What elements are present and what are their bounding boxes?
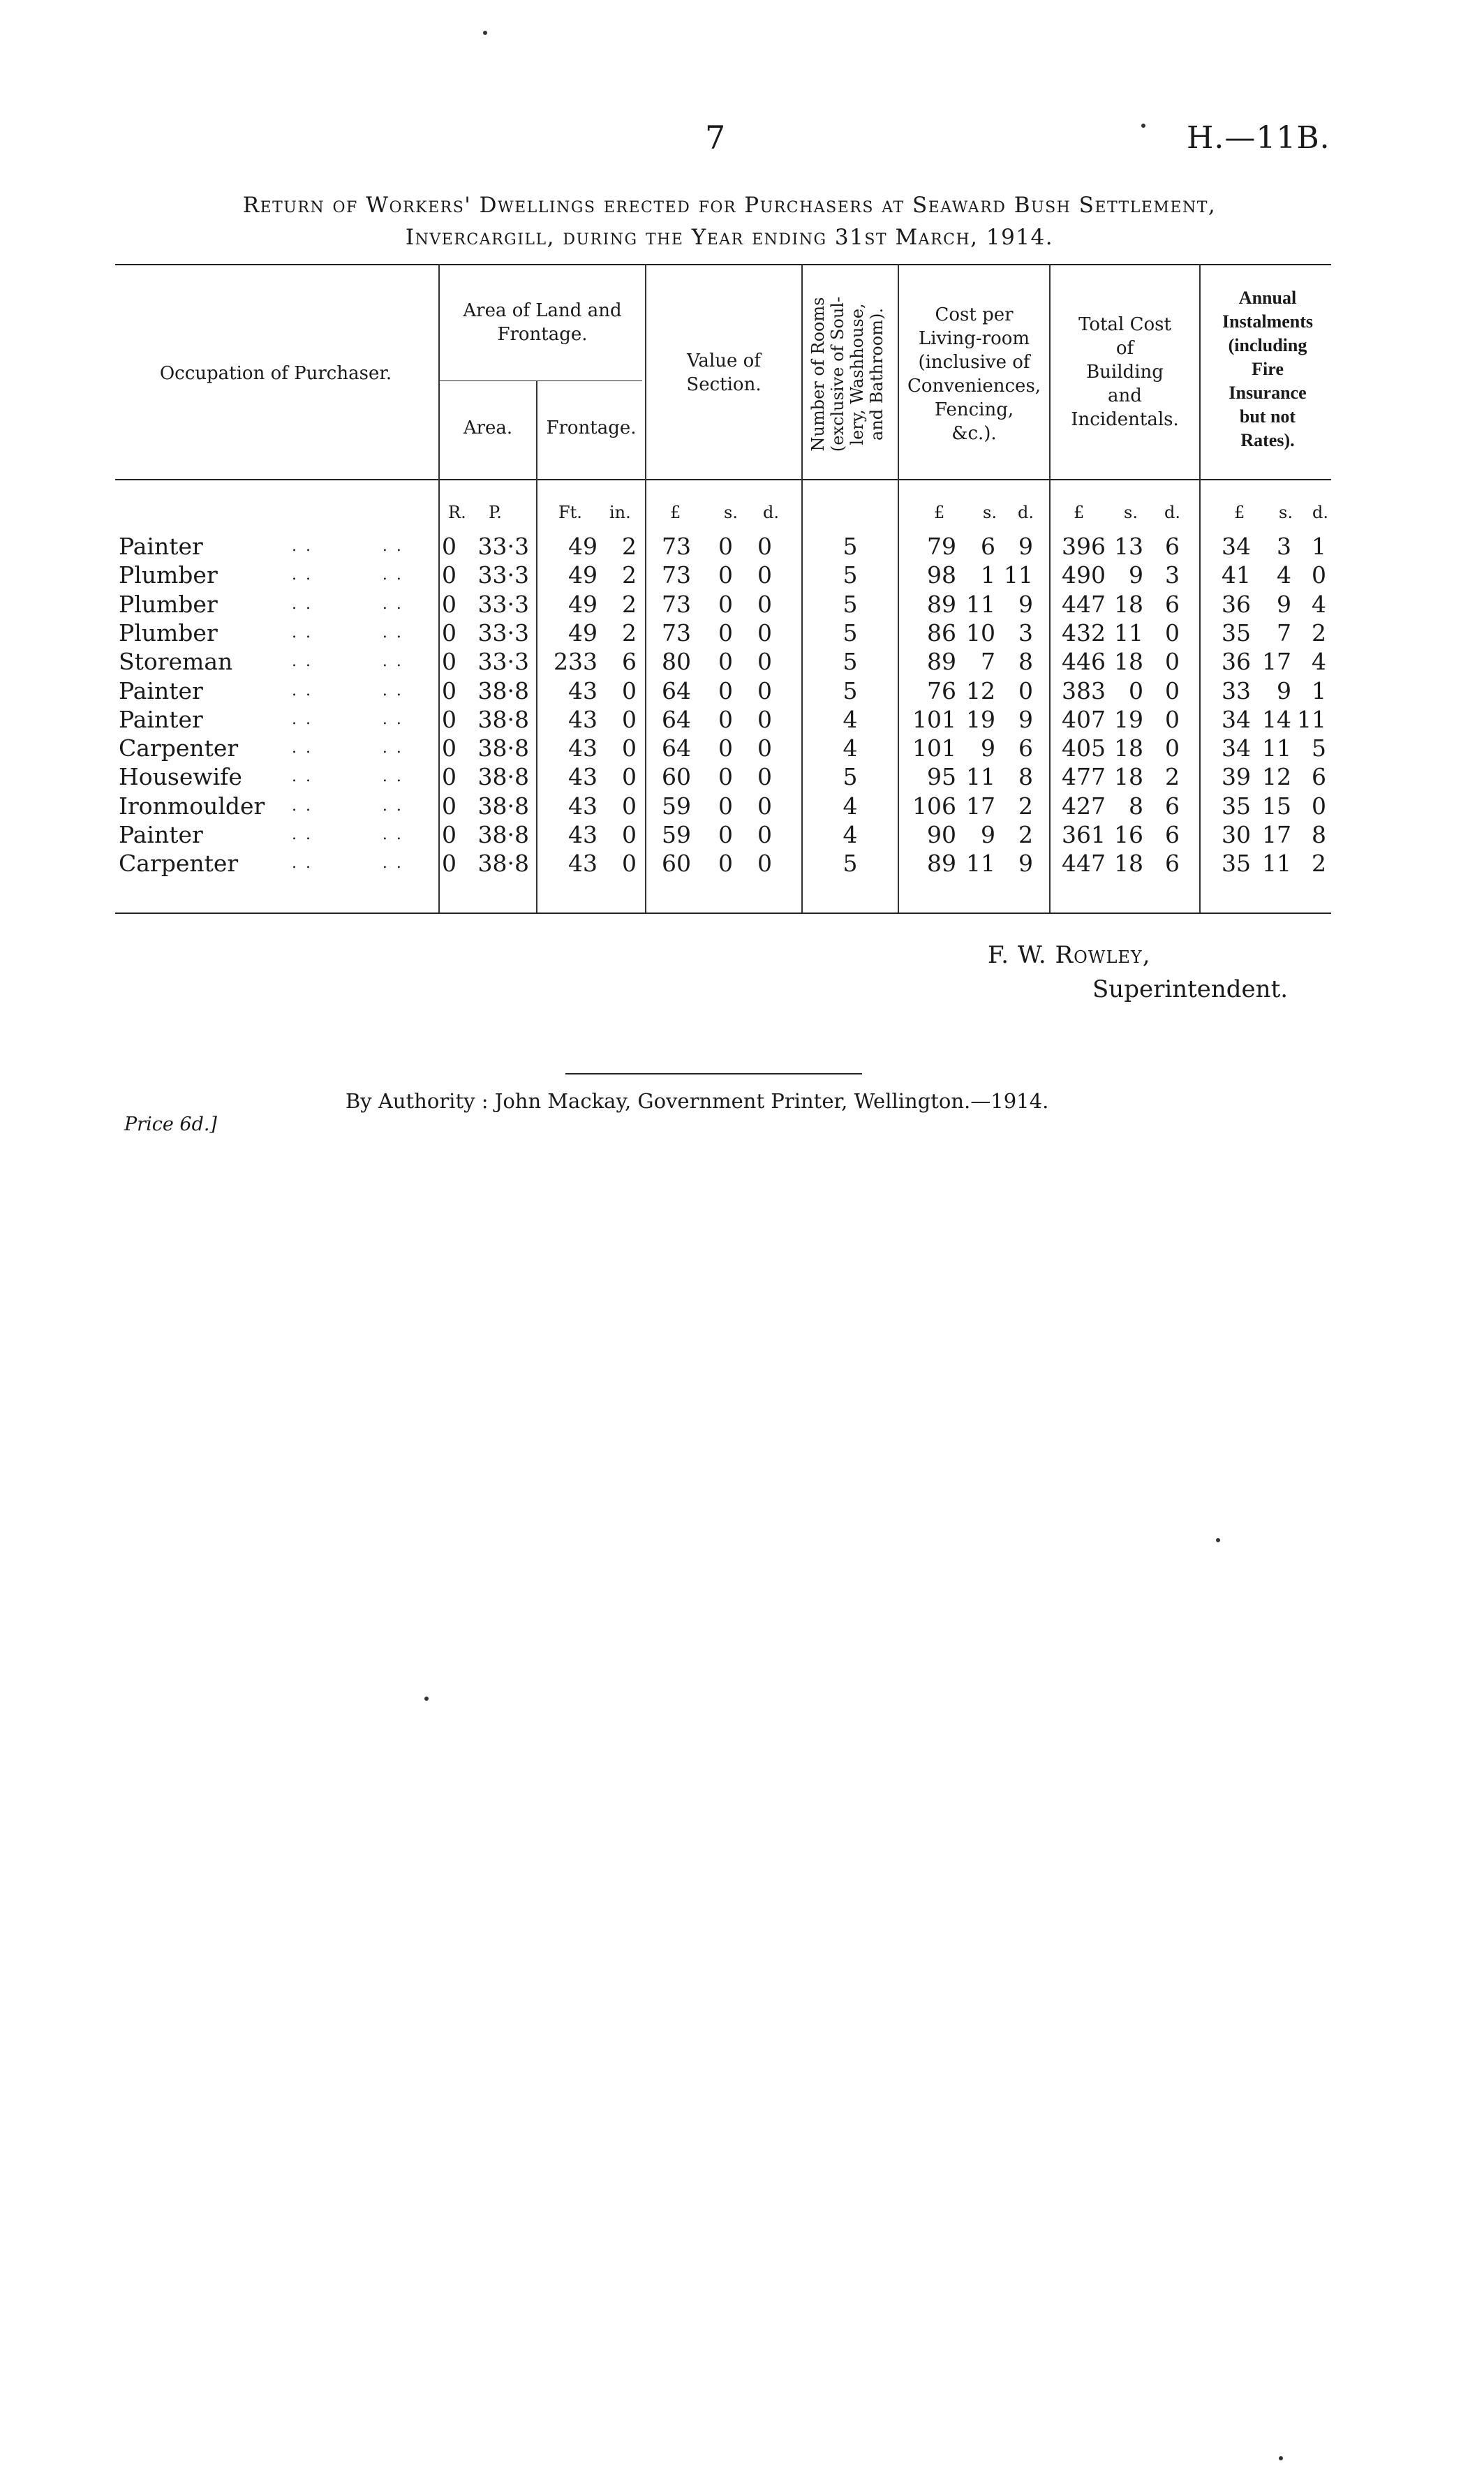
cell-area-r: 0 bbox=[442, 734, 457, 762]
cell-total-shillings: 13 bbox=[1114, 533, 1143, 560]
cell-rooms: 5 bbox=[843, 763, 858, 791]
cell-total-pounds: 490 bbox=[1062, 561, 1106, 589]
cell-instalment-shillings: 9 bbox=[1277, 677, 1291, 704]
cell-instalment-shillings: 17 bbox=[1262, 648, 1291, 676]
cell-instalment-pounds: 33 bbox=[1222, 677, 1251, 704]
cell-total-shillings: 18 bbox=[1114, 648, 1143, 676]
cell-total-shillings: 16 bbox=[1114, 821, 1143, 848]
cell-total-pounds: 446 bbox=[1062, 648, 1106, 676]
cell-value-pounds: 64 bbox=[662, 677, 691, 704]
cell-total-shillings: 0 bbox=[1129, 677, 1143, 704]
cell-value-pence: 0 bbox=[757, 734, 772, 762]
unit-s: s. bbox=[1279, 503, 1293, 522]
cell-rooms: 4 bbox=[843, 821, 858, 848]
cell-occupation: Plumber bbox=[119, 561, 218, 589]
cell-value-pounds: 59 bbox=[662, 821, 691, 848]
cell-total-pounds: 427 bbox=[1062, 792, 1106, 820]
unit-r: R. bbox=[448, 503, 466, 522]
cell-cost-pence: 8 bbox=[1018, 648, 1033, 676]
cell-frontage-ft: 43 bbox=[568, 677, 598, 704]
cell-cost-pence: 9 bbox=[1018, 590, 1033, 618]
cell-frontage-ft: 43 bbox=[568, 821, 598, 848]
page-number: 7 bbox=[705, 119, 726, 156]
cell-cost-shillings: 10 bbox=[966, 619, 995, 647]
cell-instalment-pence: 5 bbox=[1312, 734, 1326, 762]
cell-total-pounds: 383 bbox=[1062, 677, 1106, 704]
cell-area-p: 38·8 bbox=[477, 705, 529, 733]
cell-value-pence: 0 bbox=[757, 648, 772, 676]
cell-instalment-shillings: 14 bbox=[1262, 705, 1291, 733]
leader-dots: . . . . bbox=[292, 797, 403, 815]
cell-frontage-in: 0 bbox=[622, 850, 637, 878]
unit-d: d. bbox=[1164, 503, 1180, 522]
cell-instalment-shillings: 12 bbox=[1262, 763, 1291, 791]
cell-total-pounds: 447 bbox=[1062, 590, 1106, 618]
cell-frontage-ft: 49 bbox=[568, 533, 598, 560]
cell-total-shillings: 18 bbox=[1114, 850, 1143, 878]
cell-value-shillings: 0 bbox=[718, 705, 733, 733]
cell-total-pounds: 396 bbox=[1062, 533, 1106, 560]
cell-rooms: 5 bbox=[843, 619, 858, 647]
cell-instalment-pounds: 35 bbox=[1222, 850, 1251, 878]
unit-p: P. bbox=[489, 503, 502, 522]
cell-area-p: 38·8 bbox=[477, 763, 529, 791]
col-divider bbox=[536, 381, 537, 913]
cell-cost-shillings: 6 bbox=[981, 533, 995, 560]
cell-value-pence: 0 bbox=[757, 677, 772, 704]
cell-cost-shillings: 19 bbox=[966, 705, 995, 733]
header-area: Area. bbox=[463, 418, 513, 438]
leader-dots: . . . . bbox=[292, 595, 403, 613]
cell-value-pence: 0 bbox=[757, 792, 772, 820]
cell-frontage-ft: 43 bbox=[568, 734, 598, 762]
cell-value-shillings: 0 bbox=[718, 734, 733, 762]
cell-value-shillings: 0 bbox=[718, 619, 733, 647]
cell-frontage-in: 2 bbox=[622, 590, 637, 618]
cell-instalment-pounds: 39 bbox=[1222, 763, 1251, 791]
leader-dots: . . . . bbox=[292, 855, 403, 873]
cell-area-p: 33·3 bbox=[477, 561, 529, 589]
cell-value-shillings: 0 bbox=[718, 792, 733, 820]
cell-frontage-in: 2 bbox=[622, 619, 637, 647]
footer-rule bbox=[565, 1073, 862, 1074]
cell-instalment-pounds: 34 bbox=[1222, 533, 1251, 560]
cell-frontage-ft: 43 bbox=[568, 763, 598, 791]
cell-area-p: 38·8 bbox=[477, 677, 529, 704]
cell-value-pounds: 80 bbox=[662, 648, 691, 676]
cell-occupation: Storeman bbox=[119, 648, 233, 676]
cell-value-shillings: 0 bbox=[718, 648, 733, 676]
leader-dots: . . . . bbox=[292, 768, 403, 786]
cell-total-pounds: 477 bbox=[1062, 763, 1106, 791]
cell-value-pence: 0 bbox=[757, 533, 772, 560]
cell-cost-pounds: 90 bbox=[927, 821, 956, 848]
cell-instalment-pounds: 35 bbox=[1222, 619, 1251, 647]
cell-area-p: 38·8 bbox=[477, 850, 529, 878]
cell-cost-pence: 3 bbox=[1018, 619, 1033, 647]
cell-frontage-in: 6 bbox=[622, 648, 637, 676]
cell-area-p: 38·8 bbox=[477, 734, 529, 762]
cell-frontage-ft: 43 bbox=[568, 792, 598, 820]
header-frontage: Frontage. bbox=[546, 418, 637, 438]
cell-value-pounds: 73 bbox=[662, 533, 691, 560]
leader-dots: . . . . bbox=[292, 623, 403, 642]
signatory-title: Superintendent. bbox=[1092, 975, 1289, 1003]
cell-area-p: 33·3 bbox=[477, 590, 529, 618]
speck bbox=[424, 1697, 429, 1701]
cell-area-r: 0 bbox=[442, 590, 457, 618]
cell-instalment-pence: 0 bbox=[1312, 561, 1326, 589]
cell-value-pence: 0 bbox=[757, 763, 772, 791]
signatory-name: F. W. Rowley, bbox=[988, 941, 1151, 969]
cell-frontage-ft: 43 bbox=[568, 705, 598, 733]
cell-total-shillings: 18 bbox=[1114, 734, 1143, 762]
speck bbox=[1141, 124, 1145, 128]
cell-area-r: 0 bbox=[442, 763, 457, 791]
cell-area-r: 0 bbox=[442, 619, 457, 647]
cell-rooms: 5 bbox=[843, 850, 858, 878]
cell-area-r: 0 bbox=[442, 792, 457, 820]
cell-cost-shillings: 11 bbox=[966, 763, 995, 791]
cell-cost-pounds: 79 bbox=[927, 533, 956, 560]
header-value: Value of Section. bbox=[686, 350, 762, 395]
printer-imprint: By Authority : John Mackay, Government Printer, Wellington.—1914. bbox=[346, 1089, 1049, 1113]
unit-pound: £ bbox=[1074, 503, 1085, 522]
cell-value-pence: 0 bbox=[757, 590, 772, 618]
unit-pound: £ bbox=[1234, 503, 1245, 522]
cell-instalment-pence: 4 bbox=[1312, 590, 1326, 618]
speck bbox=[1279, 2456, 1283, 2460]
cell-instalment-pence: 11 bbox=[1297, 705, 1326, 733]
leader-dots: . . . . bbox=[292, 681, 403, 700]
unit-d: d. bbox=[1018, 503, 1034, 522]
cell-value-pence: 0 bbox=[757, 619, 772, 647]
cell-value-pounds: 64 bbox=[662, 734, 691, 762]
cell-instalment-pounds: 36 bbox=[1222, 648, 1251, 676]
cell-instalment-pence: 6 bbox=[1312, 763, 1326, 791]
cell-frontage-ft: 233 bbox=[554, 648, 598, 676]
cell-rooms: 4 bbox=[843, 792, 858, 820]
cell-frontage-in: 0 bbox=[622, 734, 637, 762]
cell-total-pounds: 432 bbox=[1062, 619, 1106, 647]
cell-cost-pounds: 101 bbox=[912, 734, 956, 762]
cell-value-pence: 0 bbox=[757, 821, 772, 848]
cell-cost-shillings: 9 bbox=[981, 821, 995, 848]
cell-value-pounds: 60 bbox=[662, 850, 691, 878]
unit-s: s. bbox=[983, 503, 997, 522]
cell-total-pence: 6 bbox=[1165, 533, 1180, 560]
cell-total-pence: 6 bbox=[1165, 590, 1180, 618]
speck bbox=[1216, 1538, 1220, 1542]
cell-rooms: 5 bbox=[843, 533, 858, 560]
cell-cost-pence: 9 bbox=[1018, 705, 1033, 733]
cell-total-pence: 0 bbox=[1165, 619, 1180, 647]
cell-total-shillings: 9 bbox=[1129, 561, 1143, 589]
unit-d: d. bbox=[1312, 503, 1328, 522]
header-cost-per-room: Cost per Living-room (inclusive of Conveniences, Fencing, &c.). bbox=[907, 304, 1041, 444]
cell-total-pence: 6 bbox=[1165, 850, 1180, 878]
header-rooms: Number of Rooms (exclusive of Soul- lery, Washhouse, and Bathroom). bbox=[808, 296, 886, 452]
cell-instalment-pounds: 41 bbox=[1222, 561, 1251, 589]
cell-cost-pence: 6 bbox=[1018, 734, 1033, 762]
cell-frontage-in: 0 bbox=[622, 763, 637, 791]
cell-area-r: 0 bbox=[442, 705, 457, 733]
cell-area-p: 33·3 bbox=[477, 533, 529, 560]
cell-total-pence: 6 bbox=[1165, 821, 1180, 848]
header-instalments: Annual Instalments (including Fire Insurance but not Rates). bbox=[1222, 288, 1313, 450]
cell-occupation: Carpenter bbox=[119, 734, 239, 762]
header-occupation: Occupation of Purchaser. bbox=[159, 363, 392, 384]
header-bottom-rule bbox=[115, 479, 1331, 480]
cell-cost-pence: 11 bbox=[1004, 561, 1033, 589]
header-area-land: Area of Land and Frontage. bbox=[463, 300, 622, 345]
cell-frontage-in: 0 bbox=[622, 705, 637, 733]
cell-cost-shillings: 17 bbox=[966, 792, 995, 820]
cell-value-shillings: 0 bbox=[718, 763, 733, 791]
cell-total-shillings: 8 bbox=[1129, 792, 1143, 820]
cell-value-pounds: 73 bbox=[662, 619, 691, 647]
cell-instalment-shillings: 11 bbox=[1262, 850, 1291, 878]
price-note: Price 6d.] bbox=[124, 1114, 217, 1135]
cell-frontage-ft: 49 bbox=[568, 590, 598, 618]
cell-total-pence: 0 bbox=[1165, 705, 1180, 733]
cell-total-shillings: 18 bbox=[1114, 763, 1143, 791]
cell-frontage-ft: 43 bbox=[568, 850, 598, 878]
cell-area-p: 33·3 bbox=[477, 648, 529, 676]
cell-area-r: 0 bbox=[442, 561, 457, 589]
cell-occupation: Painter bbox=[119, 821, 203, 848]
cell-total-pence: 0 bbox=[1165, 648, 1180, 676]
cell-cost-pounds: 106 bbox=[912, 792, 956, 820]
document-code: H.—11B. bbox=[1187, 120, 1330, 156]
cell-value-pence: 0 bbox=[757, 705, 772, 733]
cell-value-shillings: 0 bbox=[718, 821, 733, 848]
cell-total-pounds: 405 bbox=[1062, 734, 1106, 762]
leader-dots: . . . . bbox=[292, 653, 403, 671]
leader-dots: . . . . bbox=[292, 566, 403, 584]
cell-cost-pounds: 76 bbox=[927, 677, 956, 704]
cell-frontage-in: 0 bbox=[622, 792, 637, 820]
cell-cost-shillings: 12 bbox=[966, 677, 995, 704]
header-total-cost: Total Cost of Building and Incidentals. bbox=[1071, 314, 1179, 430]
unit-s: s. bbox=[724, 503, 738, 522]
cell-frontage-in: 2 bbox=[622, 561, 637, 589]
leader-dots: . . . . bbox=[292, 739, 403, 758]
cell-occupation: Ironmoulder bbox=[119, 792, 265, 820]
cell-total-shillings: 19 bbox=[1114, 705, 1143, 733]
cell-value-pounds: 60 bbox=[662, 763, 691, 791]
cell-occupation: Painter bbox=[119, 705, 203, 733]
cell-occupation: Carpenter bbox=[119, 850, 239, 878]
cell-frontage-ft: 49 bbox=[568, 561, 598, 589]
cell-total-pounds: 447 bbox=[1062, 850, 1106, 878]
unit-pound: £ bbox=[934, 503, 945, 522]
cell-instalment-pence: 1 bbox=[1312, 533, 1326, 560]
cell-cost-pounds: 89 bbox=[927, 850, 956, 878]
cell-instalment-shillings: 3 bbox=[1277, 533, 1291, 560]
cell-cost-pence: 9 bbox=[1018, 850, 1033, 878]
cell-value-shillings: 0 bbox=[718, 590, 733, 618]
cell-instalment-shillings: 9 bbox=[1277, 590, 1291, 618]
cell-occupation: Housewife bbox=[119, 763, 242, 791]
unit-s: s. bbox=[1124, 503, 1138, 522]
unit-pound: £ bbox=[670, 503, 681, 522]
cell-frontage-in: 2 bbox=[622, 533, 637, 560]
cell-total-shillings: 18 bbox=[1114, 590, 1143, 618]
cell-total-pounds: 361 bbox=[1062, 821, 1106, 848]
table-top-rule bbox=[115, 264, 1331, 265]
cell-cost-pence: 2 bbox=[1018, 792, 1033, 820]
cell-instalment-pence: 2 bbox=[1312, 850, 1326, 878]
cell-frontage-ft: 49 bbox=[568, 619, 598, 647]
leader-dots: . . . . bbox=[292, 710, 403, 728]
cell-cost-pence: 9 bbox=[1018, 533, 1033, 560]
cell-rooms: 4 bbox=[843, 734, 858, 762]
cell-cost-pounds: 89 bbox=[927, 590, 956, 618]
speck bbox=[483, 31, 487, 35]
cell-cost-shillings: 11 bbox=[966, 850, 995, 878]
cell-occupation: Plumber bbox=[119, 590, 218, 618]
cell-occupation: Plumber bbox=[119, 619, 218, 647]
unit-d: d. bbox=[763, 503, 779, 522]
col-divider bbox=[438, 264, 440, 913]
cell-instalment-shillings: 7 bbox=[1277, 619, 1291, 647]
cell-value-shillings: 0 bbox=[718, 850, 733, 878]
cell-value-shillings: 0 bbox=[718, 561, 733, 589]
leader-dots: . . . . bbox=[292, 826, 403, 843]
cell-cost-pence: 2 bbox=[1018, 821, 1033, 848]
cell-total-pence: 0 bbox=[1165, 677, 1180, 704]
cell-instalment-pounds: 34 bbox=[1222, 705, 1251, 733]
cell-area-p: 38·8 bbox=[477, 792, 529, 820]
cell-total-shillings: 11 bbox=[1114, 619, 1143, 647]
cell-value-pounds: 73 bbox=[662, 590, 691, 618]
unit-ft: Ft. bbox=[558, 503, 582, 522]
table-title-line-1: Return of Workers' Dwellings erected for Purchasers at Seaward Bush Settlement, bbox=[242, 193, 1217, 218]
cell-cost-shillings: 1 bbox=[981, 561, 995, 589]
table-title-line-2: Invercargill, during the Year ending 31st March, 1914. bbox=[405, 225, 1054, 250]
cell-instalment-pounds: 30 bbox=[1222, 821, 1251, 848]
cell-cost-pence: 8 bbox=[1018, 763, 1033, 791]
cell-cost-pounds: 95 bbox=[927, 763, 956, 791]
cell-value-pounds: 59 bbox=[662, 792, 691, 820]
cell-cost-pence: 0 bbox=[1018, 677, 1033, 704]
cell-instalment-pence: 4 bbox=[1312, 648, 1326, 676]
col-divider bbox=[801, 264, 803, 913]
cell-instalment-shillings: 4 bbox=[1277, 561, 1291, 589]
cell-cost-pounds: 101 bbox=[912, 705, 956, 733]
cell-total-pounds: 407 bbox=[1062, 705, 1106, 733]
cell-cost-pounds: 89 bbox=[927, 648, 956, 676]
cell-instalment-shillings: 17 bbox=[1262, 821, 1291, 848]
cell-total-pence: 2 bbox=[1165, 763, 1180, 791]
cell-instalment-pounds: 35 bbox=[1222, 792, 1251, 820]
cell-instalment-pence: 1 bbox=[1312, 677, 1326, 704]
cell-instalment-shillings: 11 bbox=[1262, 734, 1291, 762]
cell-value-shillings: 0 bbox=[718, 677, 733, 704]
cell-value-pence: 0 bbox=[757, 561, 772, 589]
cell-instalment-pence: 0 bbox=[1312, 792, 1326, 820]
cell-value-pounds: 73 bbox=[662, 561, 691, 589]
cell-frontage-in: 0 bbox=[622, 677, 637, 704]
cell-value-pounds: 64 bbox=[662, 705, 691, 733]
cell-total-pence: 3 bbox=[1165, 561, 1180, 589]
cell-frontage-in: 0 bbox=[622, 821, 637, 848]
cell-instalment-pounds: 34 bbox=[1222, 734, 1251, 762]
cell-instalment-pence: 8 bbox=[1312, 821, 1326, 848]
cell-area-r: 0 bbox=[442, 648, 457, 676]
cell-value-pence: 0 bbox=[757, 850, 772, 878]
cell-cost-pounds: 98 bbox=[927, 561, 956, 589]
cell-area-p: 33·3 bbox=[477, 619, 529, 647]
cell-value-shillings: 0 bbox=[718, 533, 733, 560]
cell-cost-shillings: 9 bbox=[981, 734, 995, 762]
cell-cost-shillings: 11 bbox=[966, 590, 995, 618]
cell-cost-pounds: 86 bbox=[927, 619, 956, 647]
cell-occupation: Painter bbox=[119, 677, 203, 704]
cell-rooms: 5 bbox=[843, 561, 858, 589]
cell-total-pence: 0 bbox=[1165, 734, 1180, 762]
table-bottom-rule bbox=[115, 913, 1331, 914]
cell-total-pence: 6 bbox=[1165, 792, 1180, 820]
cell-instalment-pence: 2 bbox=[1312, 619, 1326, 647]
cell-instalment-pounds: 36 bbox=[1222, 590, 1251, 618]
cell-rooms: 5 bbox=[843, 648, 858, 676]
cell-rooms: 5 bbox=[843, 590, 858, 618]
cell-area-r: 0 bbox=[442, 677, 457, 704]
cell-rooms: 5 bbox=[843, 677, 858, 704]
cell-cost-shillings: 7 bbox=[981, 648, 995, 676]
cell-area-r: 0 bbox=[442, 533, 457, 560]
unit-in: in. bbox=[609, 503, 631, 522]
cell-area-r: 0 bbox=[442, 850, 457, 878]
cell-area-p: 38·8 bbox=[477, 821, 529, 848]
cell-area-r: 0 bbox=[442, 821, 457, 848]
cell-occupation: Painter bbox=[119, 533, 203, 560]
cell-instalment-shillings: 15 bbox=[1262, 792, 1291, 820]
cell-rooms: 4 bbox=[843, 705, 858, 733]
leader-dots: . . . . bbox=[292, 538, 403, 555]
